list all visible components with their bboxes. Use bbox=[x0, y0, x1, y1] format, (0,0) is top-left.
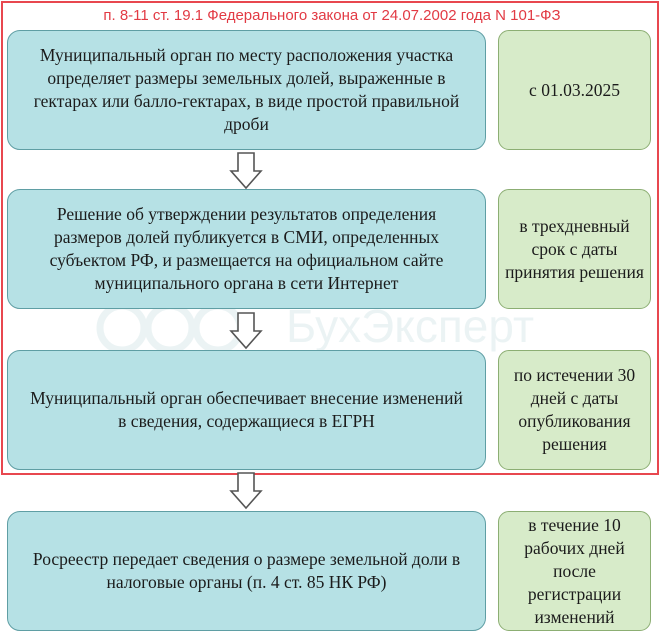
step-1-box bbox=[7, 30, 486, 150]
down-arrow-icon bbox=[229, 312, 263, 350]
step-1-term-text: с 01.03.2025 bbox=[529, 79, 620, 100]
step-2-term-text: в трехдневный срок с даты принятия решения bbox=[505, 215, 644, 282]
step-3-box bbox=[7, 350, 486, 470]
step-1-term-box bbox=[498, 30, 651, 150]
down-arrow-icon bbox=[229, 152, 263, 190]
watermark-text: БухЭксперт bbox=[286, 300, 535, 352]
step-4-text: Росреестр передает сведения о размере земельной доли в налоговые органы (п. 4 ст. 85 НК РФ) bbox=[32, 549, 461, 592]
law-reference-header: п. 8-11 ст. 19.1 Федерального закона от 24.07.2002 года N 101-ФЗ bbox=[103, 7, 561, 24]
step-3-text: Муниципальный орган обеспечивает внесение изменений в сведения, содержащиеся в ЕГРН bbox=[30, 388, 463, 431]
step-3-term-text: по истечении 30 дней с даты опубликования решения bbox=[513, 365, 636, 454]
step-3-term-box bbox=[498, 350, 651, 470]
step-2-box bbox=[7, 189, 486, 309]
step-4-term-text: в течение 10 рабочих дней после регистрации изменений bbox=[524, 514, 625, 627]
step-2-term-box bbox=[498, 189, 651, 309]
step-1-text: Муниципальный орган по месту расположения участка определяет размеры земельных долей, выраженные в гектарах или балло-гектарах, в виде простой правильной дроби bbox=[33, 45, 460, 134]
step-4-term-box bbox=[498, 511, 651, 631]
down-arrow-icon bbox=[229, 472, 263, 510]
step-4-box bbox=[7, 511, 486, 631]
step-2-text: Решение об утверждении результатов определения размеров долей публикуется в СМИ, определенных субъектом РФ, и размещается на официальном сайте муниципального органа в сети Интернет bbox=[49, 204, 444, 293]
